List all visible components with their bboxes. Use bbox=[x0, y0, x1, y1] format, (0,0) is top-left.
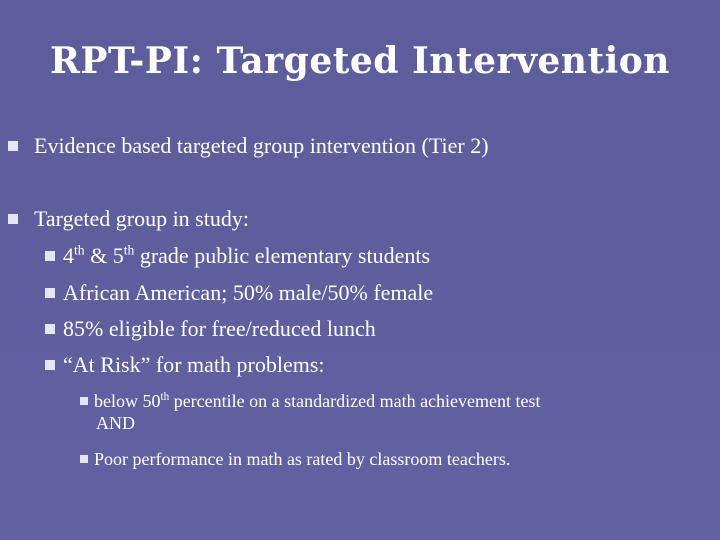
percentile-text: below 50 bbox=[94, 391, 161, 411]
bullet-evidence-based bbox=[8, 133, 489, 159]
bullet-text: Targeted group in study: bbox=[34, 206, 249, 231]
square-bullet-icon bbox=[8, 214, 18, 224]
bullet-text: Evidence based targeted group intervention (Tier 2) bbox=[34, 133, 489, 158]
sub-bullet-grade bbox=[45, 243, 430, 269]
sub-sub-bullet-performance bbox=[80, 448, 510, 470]
square-bullet-icon bbox=[80, 397, 88, 405]
ordinal-suffix: th bbox=[160, 391, 170, 403]
sub-bullet-lunch bbox=[45, 316, 376, 342]
sub-sub-bullet-percentile bbox=[80, 390, 541, 434]
square-bullet-icon bbox=[45, 288, 55, 298]
sub-bullet-text: “At Risk” for math problems: bbox=[63, 352, 325, 377]
slide-title: RPT-PI: Targeted Intervention bbox=[50, 40, 670, 82]
square-bullet-icon bbox=[8, 141, 18, 151]
sub-bullet-text: African American; 50% male/50% female bbox=[63, 280, 434, 305]
and-text: AND bbox=[96, 413, 135, 433]
square-bullet-icon bbox=[45, 324, 55, 334]
sub-sub-bullet-text: Poor performance in math as rated by classroom teachers. bbox=[94, 449, 511, 469]
grade-4: 4 bbox=[63, 243, 74, 268]
percentile-rest: percentile on a standardized math achievement test bbox=[169, 391, 541, 411]
square-bullet-icon bbox=[80, 455, 88, 463]
ordinal-suffix: th bbox=[123, 242, 135, 258]
sub-bullet-at-risk bbox=[45, 352, 325, 378]
sub-bullet-text: 85% eligible for free/reduced lunch bbox=[63, 316, 376, 341]
sub-bullet-demographics bbox=[45, 280, 433, 306]
square-bullet-icon bbox=[45, 360, 55, 370]
square-bullet-icon bbox=[45, 251, 55, 261]
grade-text: grade public elementary students bbox=[134, 243, 431, 268]
bullet-targeted-group bbox=[8, 206, 249, 232]
grade-5: & 5 bbox=[84, 243, 124, 268]
ordinal-suffix: th bbox=[74, 242, 85, 258]
